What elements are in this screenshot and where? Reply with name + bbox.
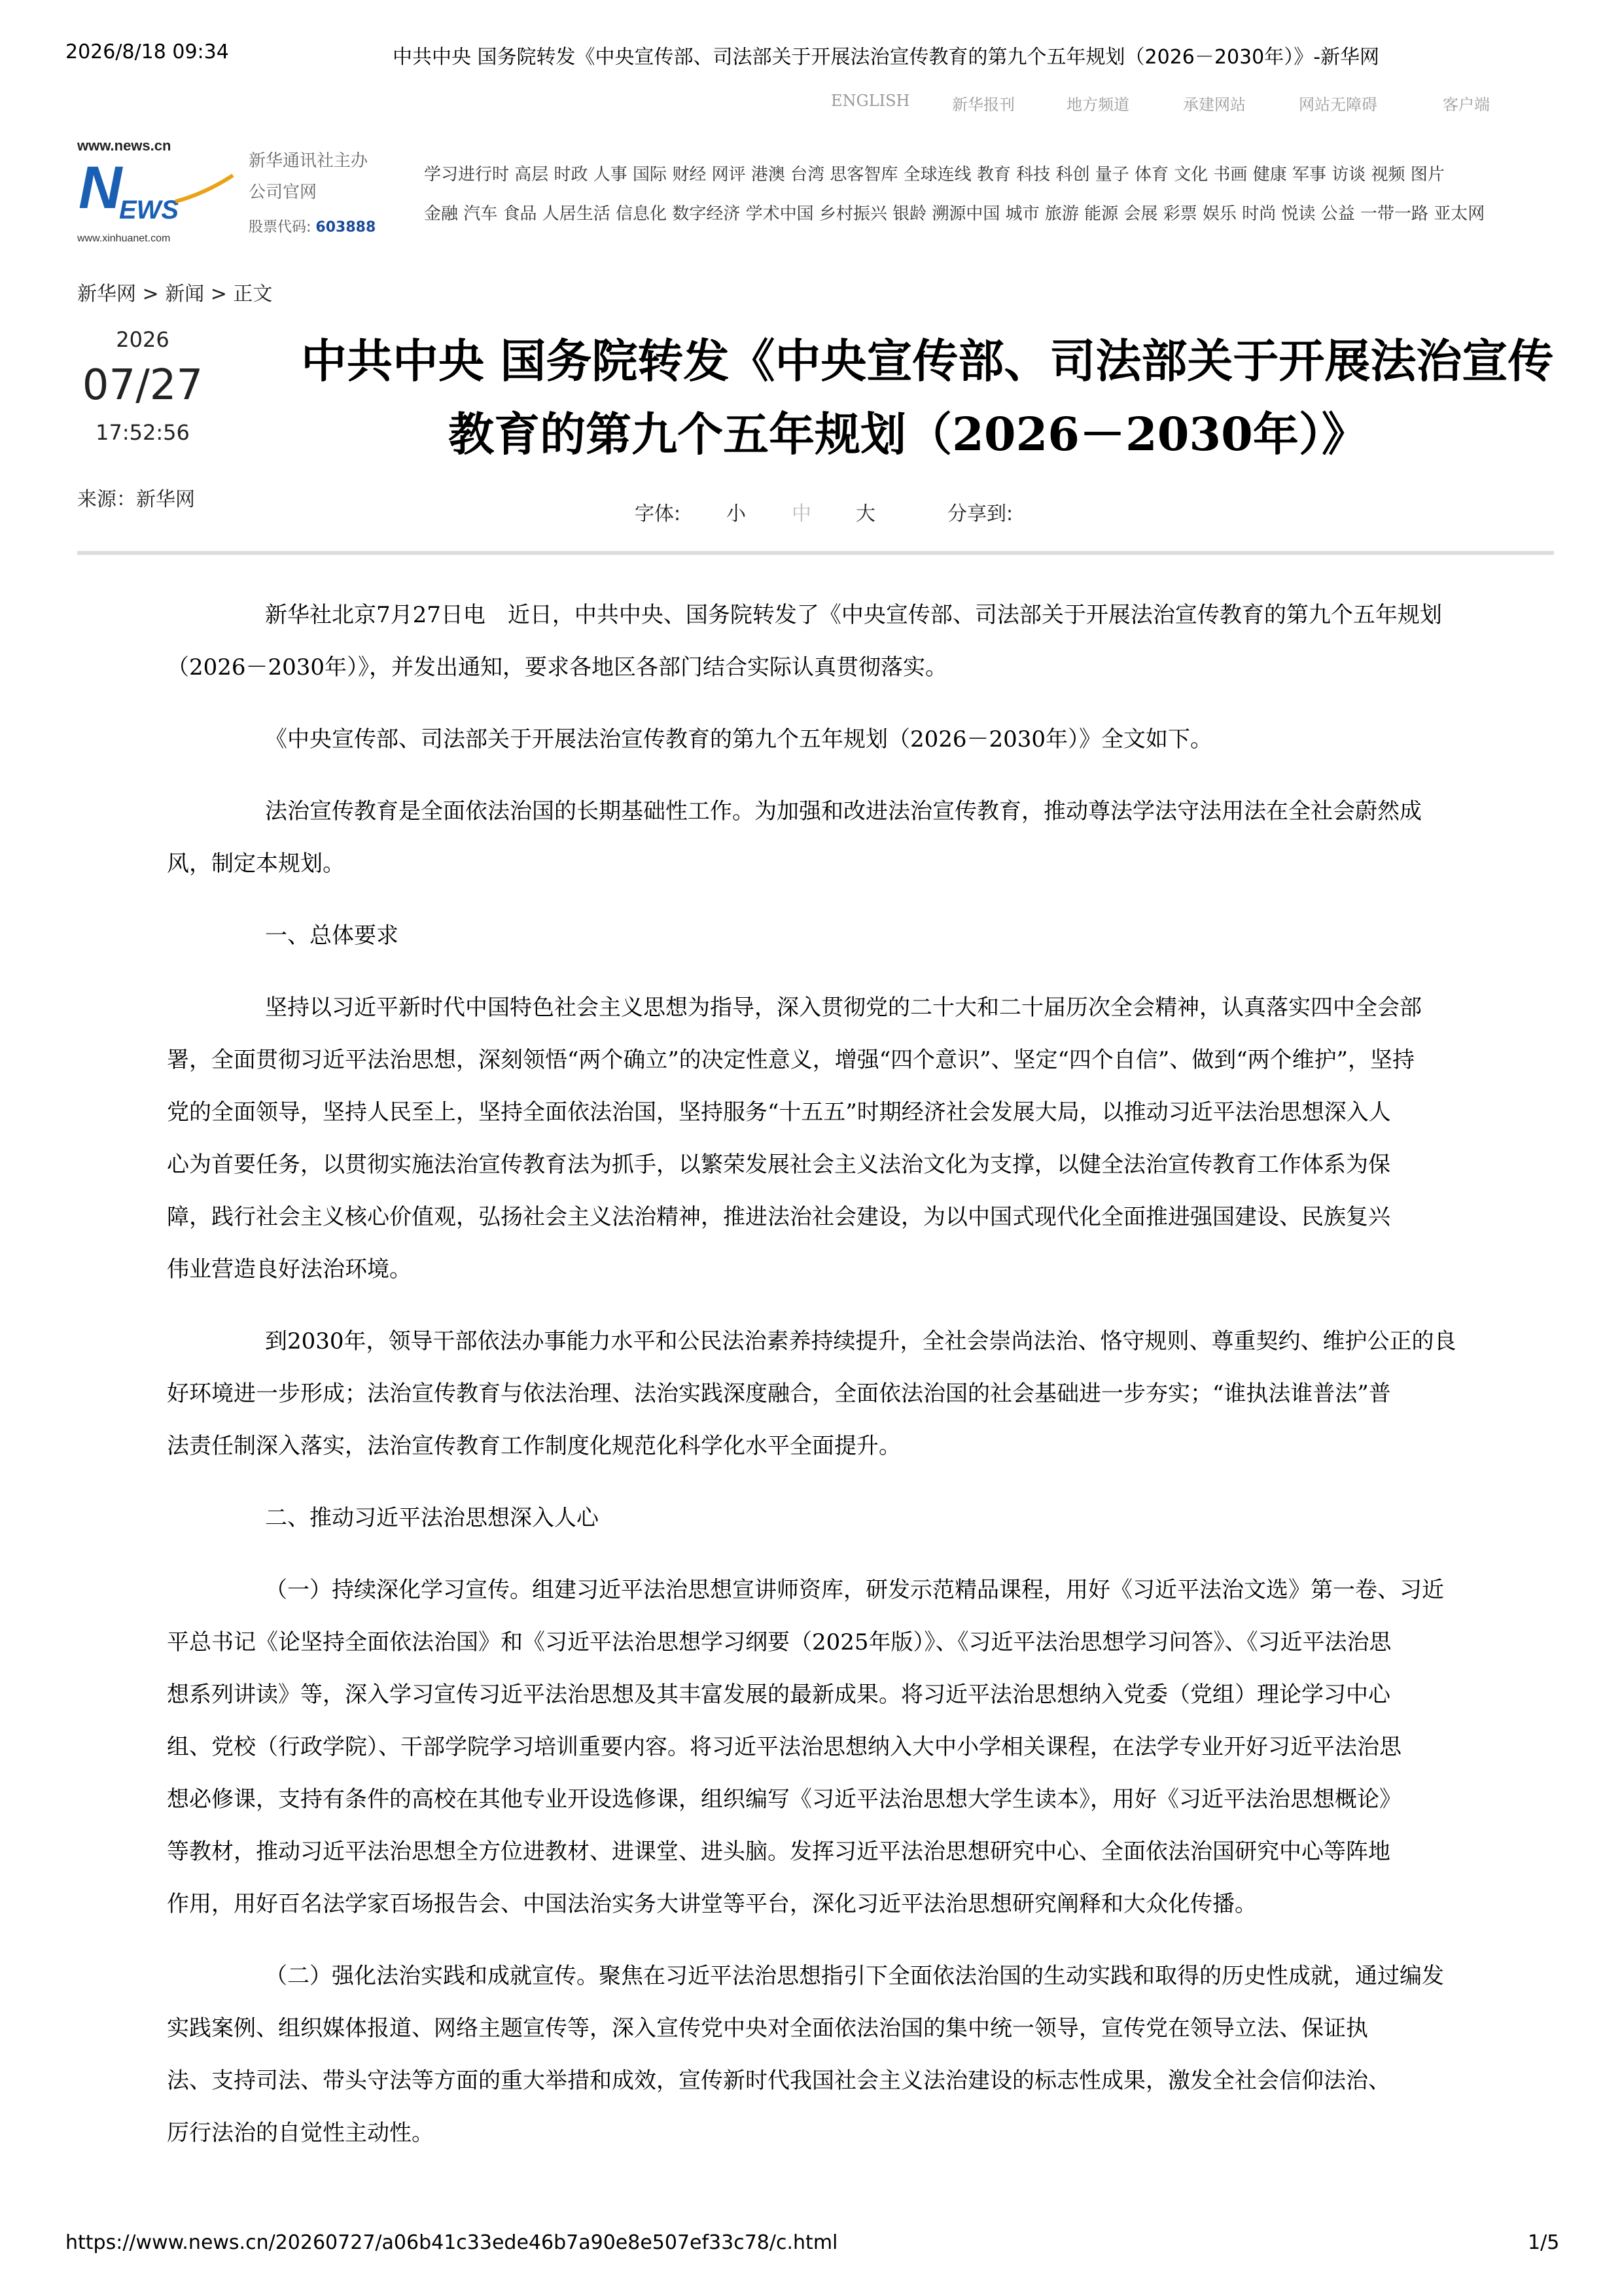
article-source: 来源：新华网	[77, 488, 195, 511]
header-divider	[77, 551, 1554, 555]
article-paragraph-line: 障，践行社会主义核心价值观，弘扬社会主义法治精神，推进法治社会建设，为以中国式现代化全面推进强国建设、民族复兴	[167, 1204, 1390, 1230]
svg-text:N: N	[79, 154, 122, 221]
nav-accessibility[interactable]: 网站无障碍	[1299, 96, 1377, 114]
sponsor-info	[249, 145, 368, 208]
publish-date	[77, 327, 208, 445]
font-large-button[interactable]: 大	[856, 503, 875, 525]
breadcrumb[interactable]: 新华网 > 新闻 > 正文	[77, 283, 273, 306]
sponsor-line: 新华通讯社主办	[249, 151, 368, 171]
article-paragraph-line: 到2030年，领导干部依法办事能力水平和公民法治素养持续提升，全社会崇尚法治、恪守规则、尊重契约、维护公正的良	[265, 1328, 1456, 1354]
article-paragraph-line: 厉行法治的自觉性主动性。	[167, 2120, 434, 2146]
date-time: 17:52:56	[96, 420, 190, 445]
article-paragraph-line: 实践案例、组织媒体报道、网络主题宣传等，深入宣传党中央对全面依法治国的集中统一领导，宣传党在领导立法、保证执	[167, 2015, 1368, 2041]
svg-text:EWS: EWS	[119, 196, 179, 224]
print-page-title: 中共中央 国务院转发《中央宣传部、司法部关于开展法治宣传教育的第九个五年规划（2026－2030年）》-新华网	[393, 46, 1380, 69]
top-nav	[831, 92, 1557, 118]
logo-mark	[77, 156, 234, 234]
print-datetime: 2026/8/18 09:34	[65, 41, 229, 63]
article-paragraph-line: 二、推动习近平法治思想深入人心	[265, 1505, 599, 1531]
article-paragraph-line: 好环境进一步形成；法治宣传教育与依法治理、法治实践深度融合，全面依法治国的社会基础进一步夯实；“谁执法谁普法”普	[167, 1381, 1391, 1407]
article-paragraph-line: 《中央宣传部、司法部关于开展法治宣传教育的第九个五年规划（2026－2030年）》全文如下。	[265, 726, 1213, 752]
article-paragraph-line: 平总书记《论坚持全面依法治国》和《习近平法治思想学习纲要（2025年版）》、《习近平法治思想学习问答》、《习近平法治思	[167, 1629, 1392, 1655]
article-paragraph-line: （2026－2030年）》，并发出通知，要求各地区各部门结合实际认真贯彻落实。	[167, 654, 948, 680]
article-paragraph-line: 组、党校（行政学院）、干部学院学习培训重要内容。将习近平法治思想纳入大中小学相关课程，在法学专业开好习近平法治思	[167, 1734, 1402, 1760]
print-header	[0, 41, 1622, 80]
article-paragraph-line: 法、支持司法、带头守法等方面的重大举措和成效，宣传新时代我国社会主义法治建设的标志性成果，激发全社会信仰法治、	[167, 2068, 1390, 2094]
nav-local-channels[interactable]: 地方频道	[1067, 96, 1129, 114]
footer-url: https://www.news.cn/20260727/a06b41c33ede46b7a90e8e507ef33c78/c.html	[65, 2231, 838, 2254]
article-title	[262, 325, 1554, 471]
article-paragraph-line: 风，制定本规划。	[167, 851, 345, 877]
article-paragraph-line: 一、总体要求	[265, 923, 398, 949]
nav-newspapers[interactable]: 新华报刊	[952, 96, 1015, 114]
xinhuanet-logo[interactable]	[77, 137, 234, 249]
stock-label: 股票代码:	[249, 219, 311, 236]
company-site-link[interactable]: 公司官网	[249, 183, 317, 202]
article-paragraph-line: 想必修课，支持有条件的高校在其他专业开设选修课，组织编写《习近平法治思想大学生读本》，用好《习近平法治思想概论》	[167, 1786, 1402, 1812]
date-month-day: 07/27	[82, 361, 203, 410]
article-paragraph-line: 党的全面领导，坚持人民至上，坚持全面依法治国，坚持服务“十五五”时期经济社会发展大局，以推动习近平法治思想深入人	[167, 1099, 1391, 1125]
share-label: 分享到:	[947, 503, 1014, 525]
font-small-button[interactable]: 小	[726, 503, 746, 525]
article-paragraph-line: 法治宣传教育是全面依法治国的长期基础性工作。为加强和改进法治宣传教育，推动尊法学法守法用法在全社会蔚然成	[265, 798, 1422, 824]
article-paragraph-line: （一）持续深化学习宣传。组建习近平法治思想宣讲师资库，研发示范精品课程，用好《习近平法治文选》第一卷、习近	[265, 1577, 1444, 1603]
article-paragraph-line: 署，全面贯彻习近平法治思想，深刻领悟“两个确立”的决定性意义，增强“四个意识”、坚定“四个自信”、做到“两个维护”，坚持	[167, 1047, 1415, 1073]
article-paragraph-line: 想系列讲读》等，深入学习宣传习近平法治思想及其丰富发展的最新成果。将习近平法治思想纳入党委（党组）理论学习中心	[167, 1682, 1390, 1708]
article-paragraph-line: 法责任制深入落实，法治宣传教育工作制度化规范化科学化水平全面提升。	[167, 1433, 901, 1459]
article-paragraph-line: （二）强化法治实践和成就宣传。聚焦在习近平法治思想指引下全面依法治国的生动实践和取得的历史性成就，通过编发	[265, 1963, 1444, 1989]
stock-number[interactable]: 603888	[315, 219, 376, 236]
logo-url-bottom: www.xinhuanet.com	[77, 233, 171, 244]
title-line-1: 中共中央 国务院转发《中央宣传部、司法部关于开展法治宣传	[301, 334, 1554, 388]
stock-code	[249, 216, 376, 236]
article-paragraph-line: 等教材，推动习近平法治思想全方位进教材、进课堂、进头脑。发挥习近平法治思想研究中心、全面依法治国研究中心等阵地	[167, 1839, 1390, 1865]
article-paragraph-line: 坚持以习近平新时代中国特色社会主义思想为指导，深入贯彻党的二十大和二十届历次全会精神，认真落实四中全会部	[265, 995, 1422, 1021]
channel-nav-row-2[interactable]: 金融 汽车 食品 人居生活 信息化 数字经济 学术中国 乡村振兴 银龄 溯源中国 城市 旅游 能源 会展 彩票 娱乐 时尚 悦读 公益 一带一路 亚太网	[424, 204, 1485, 224]
title-line-2: 教育的第九个五年规划（2026－2030年）》	[448, 407, 1367, 461]
logo-url-top: www.news.cn	[77, 137, 171, 154]
nav-client[interactable]: 客户端	[1443, 96, 1490, 114]
article-paragraph-line: 心为首要任务，以贯彻实施法治宣传教育法为抓手，以繁荣发展社会主义法治文化为支撑，以健全法治宣传教育工作体系为保	[167, 1152, 1390, 1178]
nav-hosted-sites[interactable]: 承建网站	[1183, 96, 1246, 114]
nav-english[interactable]: ENGLISH	[831, 92, 910, 110]
footer-page-number: 1/5	[1528, 2231, 1560, 2254]
date-year: 2026	[116, 327, 169, 352]
article-paragraph-line: 伟业营造良好法治环境。	[167, 1256, 412, 1282]
channel-nav-row-1[interactable]: 学习进行时 高层 时政 人事 国际 财经 网评 港澳 台湾 思客智库 全球连线 教育 科技 科创 量子 体育 文化 书画 健康 军事 访谈 视频 图片	[424, 165, 1445, 185]
article-paragraph-line: 新华社北京7月27日电 近日，中共中央、国务院转发了《中央宣传部、司法部关于开展法治宣传教育的第九个五年规划	[265, 602, 1442, 628]
article-paragraph-line: 作用，用好百名法学家百场报告会、中国法治实务大讲堂等平台，深化习近平法治思想研究阐释和大众化传播。	[167, 1891, 1257, 1917]
font-medium-button[interactable]: 中	[792, 503, 811, 525]
font-size-label: 字体:	[635, 503, 681, 525]
article-body	[167, 589, 1554, 2159]
